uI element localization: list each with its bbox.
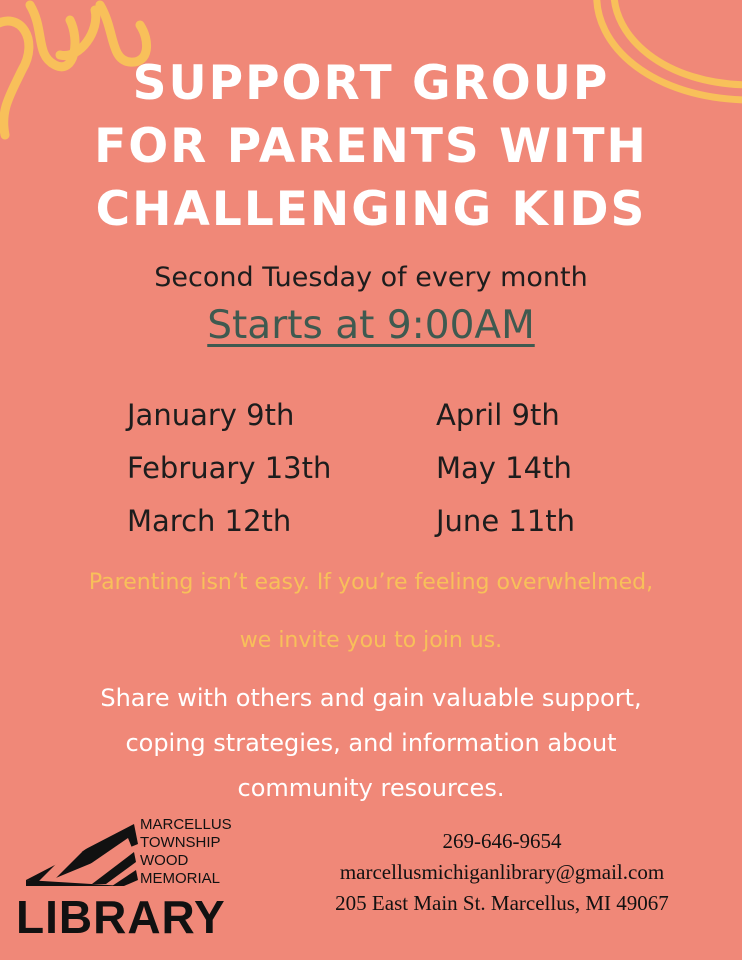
- phone-number: 269-646-9654: [442, 829, 562, 853]
- dates-column-right: [436, 393, 575, 552]
- street-address: 205 East Main St. Marcellus, MI 49067: [335, 891, 669, 915]
- share-text: [0, 676, 742, 811]
- share-line: coping strategies, and information about: [125, 729, 617, 757]
- date-item: February 13th: [127, 451, 332, 485]
- library-name: [140, 816, 232, 888]
- dates-column-left: [127, 393, 331, 552]
- title-line-1: SUPPORT GROUP: [132, 56, 610, 111]
- library-name-line: TOWNSHIP: [140, 834, 221, 851]
- title-line-2: FOR PARENTS WITH: [94, 119, 648, 174]
- date-item: June 11th: [436, 504, 576, 538]
- library-name-line: MEMORIAL: [140, 870, 221, 887]
- date-item: May 14th: [436, 451, 572, 485]
- library-name-line: WOOD: [140, 852, 189, 869]
- date-item: April 9th: [436, 398, 560, 432]
- title-line-3: CHALLENGING KIDS: [95, 182, 647, 237]
- contact-info: [282, 826, 722, 919]
- share-line: Share with others and gain valuable support,: [100, 684, 642, 712]
- date-item: March 12th: [127, 504, 292, 538]
- page-title: [0, 52, 742, 241]
- library-wordmark: LIBRARY: [16, 891, 226, 943]
- library-name-line: MARCELLUS: [140, 816, 232, 833]
- invite-line-2: we invite you to join us.: [239, 628, 503, 653]
- start-time: Starts at 9:00AM: [207, 303, 535, 348]
- schedule-text: Second Tuesday of every month: [154, 262, 588, 293]
- date-item: January 9th: [127, 398, 295, 432]
- email-address: marcellusmichiganlibrary@gmail.com: [339, 860, 665, 884]
- share-line: community resources.: [237, 774, 505, 802]
- invite-line-1: Parenting isn’t easy. If you’re feeling overwhelmed,: [88, 570, 654, 595]
- start-time-container: [0, 303, 742, 348]
